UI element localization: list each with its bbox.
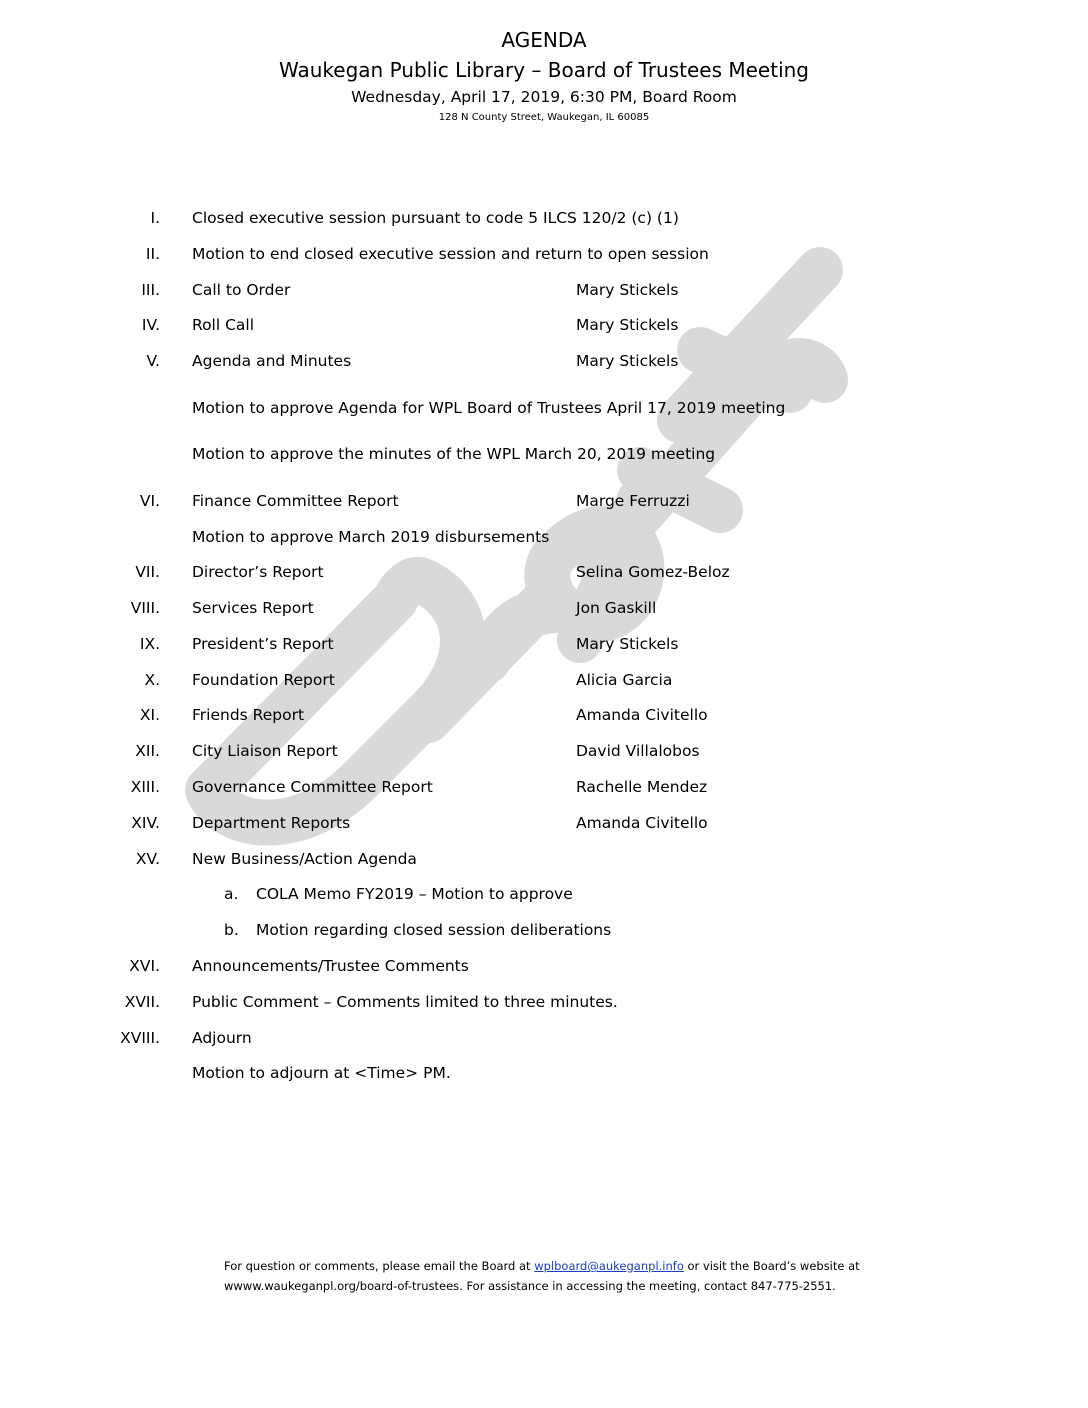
agenda-item — [0, 316, 1088, 340]
item-number: XIII. — [130, 778, 160, 796]
item-presenter: Mary Stickels — [576, 635, 679, 653]
item-number: V. — [146, 352, 160, 370]
item-label: Closed executive session pursuant to code 5 ILCS 120/2 (c) (1) — [192, 209, 679, 227]
item-presenter: Selina Gomez-Beloz — [576, 563, 730, 581]
agenda-item — [0, 599, 1088, 623]
meeting-address: 128 N County Street, Waukegan, IL 60085 — [438, 112, 650, 123]
item-number: VI. — [139, 492, 160, 510]
motion-text: Motion to adjourn at <Time> PM. — [192, 1064, 451, 1082]
motion-line — [0, 1064, 1088, 1088]
agenda-item — [0, 1029, 1088, 1053]
item-label: Public Comment – Comments limited to three minutes. — [192, 993, 618, 1011]
item-number: XIV. — [131, 814, 160, 832]
item-label: Call to Order — [192, 281, 291, 299]
agenda-item — [0, 814, 1088, 838]
item-presenter: Rachelle Mendez — [576, 778, 708, 796]
motion-text: Motion to approve the minutes of the WPL March 20, 2019 meeting — [192, 445, 716, 463]
item-label: City Liaison Report — [192, 742, 338, 760]
agenda-item — [0, 850, 1088, 874]
item-presenter: Mary Stickels — [576, 316, 679, 334]
footer-line-2: wwww.waukeganpl.org/board-of-trustees. For assistance in accessing the meeting, contact 847-775-2551. — [224, 1279, 836, 1293]
sub-item-text: COLA Memo FY2019 – Motion to approve — [256, 885, 573, 903]
agenda-item — [0, 671, 1088, 695]
item-number: XII. — [135, 742, 160, 760]
agenda-item — [0, 957, 1088, 981]
board-email-link[interactable]: wplboard@aukeganpl.info — [534, 1259, 684, 1273]
item-label: Friends Report — [192, 706, 305, 724]
item-number: XV. — [135, 850, 160, 868]
motion-line — [0, 528, 1088, 552]
agenda-item — [0, 635, 1088, 659]
item-label: Director’s Report — [192, 563, 324, 581]
motion-text: Motion to approve March 2019 disbursements — [192, 528, 550, 546]
motion-line — [0, 399, 1088, 423]
agenda-item — [0, 281, 1088, 305]
item-presenter: Mary Stickels — [576, 352, 679, 370]
footer-text: or visit the Board’s website at — [683, 1259, 860, 1273]
agenda-title: AGENDA — [501, 28, 587, 52]
item-number: IV. — [141, 316, 160, 334]
item-number: IX. — [139, 635, 160, 653]
item-label: New Business/Action Agenda — [192, 850, 417, 868]
meeting-title: Waukegan Public Library – Board of Trustees Meeting — [278, 58, 809, 82]
sub-item-letter: b. — [224, 921, 239, 939]
agenda-item — [0, 492, 1088, 516]
item-number: XVIII. — [120, 1029, 160, 1047]
item-label: Department Reports — [192, 814, 351, 832]
item-number: II. — [145, 245, 160, 263]
item-label: Agenda and Minutes — [192, 352, 352, 370]
agenda-item — [0, 706, 1088, 730]
item-label: Finance Committee Report — [192, 492, 399, 510]
agenda-item — [0, 352, 1088, 376]
item-label: Announcements/Trustee Comments — [192, 957, 469, 975]
item-number: X. — [144, 671, 160, 689]
agenda-item — [0, 245, 1088, 269]
item-number: VII. — [135, 563, 160, 581]
footer-line-1 — [224, 1256, 904, 1276]
item-label: Services Report — [192, 599, 314, 617]
agenda-item — [0, 563, 1088, 587]
item-label: Roll Call — [192, 316, 255, 334]
item-presenter: Alicia Garcia — [576, 671, 673, 689]
agenda-item — [0, 778, 1088, 802]
agenda-item — [0, 993, 1088, 1017]
item-number: VIII. — [130, 599, 160, 617]
item-label: Adjourn — [192, 1029, 252, 1047]
item-label: President’s Report — [192, 635, 334, 653]
sub-item — [0, 921, 1088, 945]
motion-line — [0, 445, 1088, 469]
agenda-item — [0, 209, 1088, 233]
item-number: XVI. — [129, 957, 160, 975]
item-label: Motion to end closed executive session and return to open session — [192, 245, 709, 263]
sub-item-text: Motion regarding closed session deliberations — [256, 921, 612, 939]
item-presenter: David Villalobos — [576, 742, 700, 760]
footer-text: For question or comments, please email the Board at — [224, 1259, 535, 1273]
item-presenter: Amanda Civitello — [576, 706, 708, 724]
sub-item-letter: a. — [224, 885, 239, 903]
item-label: Foundation Report — [192, 671, 335, 689]
item-number: XI. — [139, 706, 160, 724]
item-label: Governance Committee Report — [192, 778, 433, 796]
sub-item — [0, 885, 1088, 909]
item-presenter: Mary Stickels — [576, 281, 679, 299]
item-presenter: Marge Ferruzzi — [576, 492, 690, 510]
item-presenter: Jon Gaskill — [576, 599, 657, 617]
item-number: XVII. — [124, 993, 160, 1011]
motion-text: Motion to approve Agenda for WPL Board of Trustees April 17, 2019 meeting — [192, 399, 786, 417]
item-number: I. — [150, 209, 160, 227]
agenda-item — [0, 742, 1088, 766]
item-presenter: Amanda Civitello — [576, 814, 708, 832]
item-number: III. — [141, 281, 160, 299]
footer-contact — [224, 1256, 904, 1296]
meeting-datetime: Wednesday, April 17, 2019, 6:30 PM, Board Room — [351, 88, 737, 106]
